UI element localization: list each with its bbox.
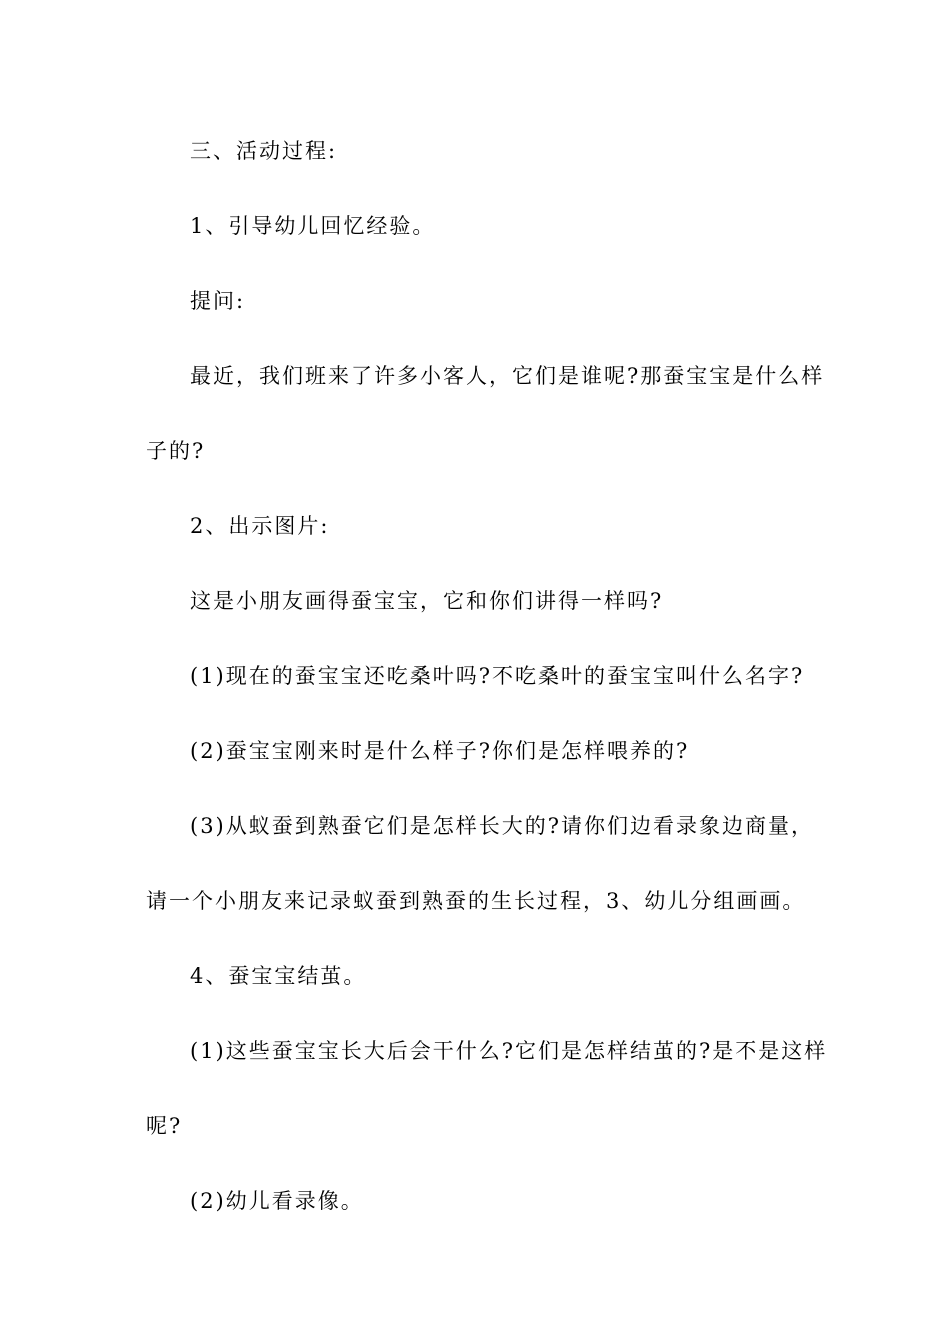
paragraph: 1、引导幼儿回忆经验。 — [190, 214, 436, 238]
paragraph: 这是小朋友画得蚕宝宝，它和你们讲得一样吗? — [190, 589, 664, 613]
paragraph: 最近，我们班来了许多小客人，它们是谁呢?那蚕宝宝是什么样 — [190, 364, 825, 388]
paragraph-continuation: 子的? — [146, 439, 206, 463]
paragraph: 2、出示图片: — [190, 514, 330, 538]
paragraph: (3)从蚁蚕到熟蚕它们是怎样长大的?请你们边看录象边商量， — [190, 814, 815, 838]
paragraph: (1)这些蚕宝宝长大后会干什么?它们是怎样结茧的?是不是这样 — [190, 1039, 828, 1063]
paragraph: (1)现在的蚕宝宝还吃桑叶吗?不吃桑叶的蚕宝宝叫什么名字? — [190, 664, 805, 688]
paragraph: (2)幼儿看录像。 — [190, 1189, 364, 1213]
paragraph-continuation: 请一个小朋友来记录蚁蚕到熟蚕的生长过程，3、幼儿分组画画。 — [146, 889, 806, 913]
paragraph: 4、蚕宝宝结茧。 — [190, 964, 367, 988]
paragraph: 提问: — [190, 289, 246, 313]
paragraph-continuation: 呢? — [146, 1114, 183, 1138]
section-heading: 三、活动过程: — [190, 139, 338, 163]
paragraph: (2)蚕宝宝刚来时是什么样子?你们是怎样喂养的? — [190, 739, 690, 763]
